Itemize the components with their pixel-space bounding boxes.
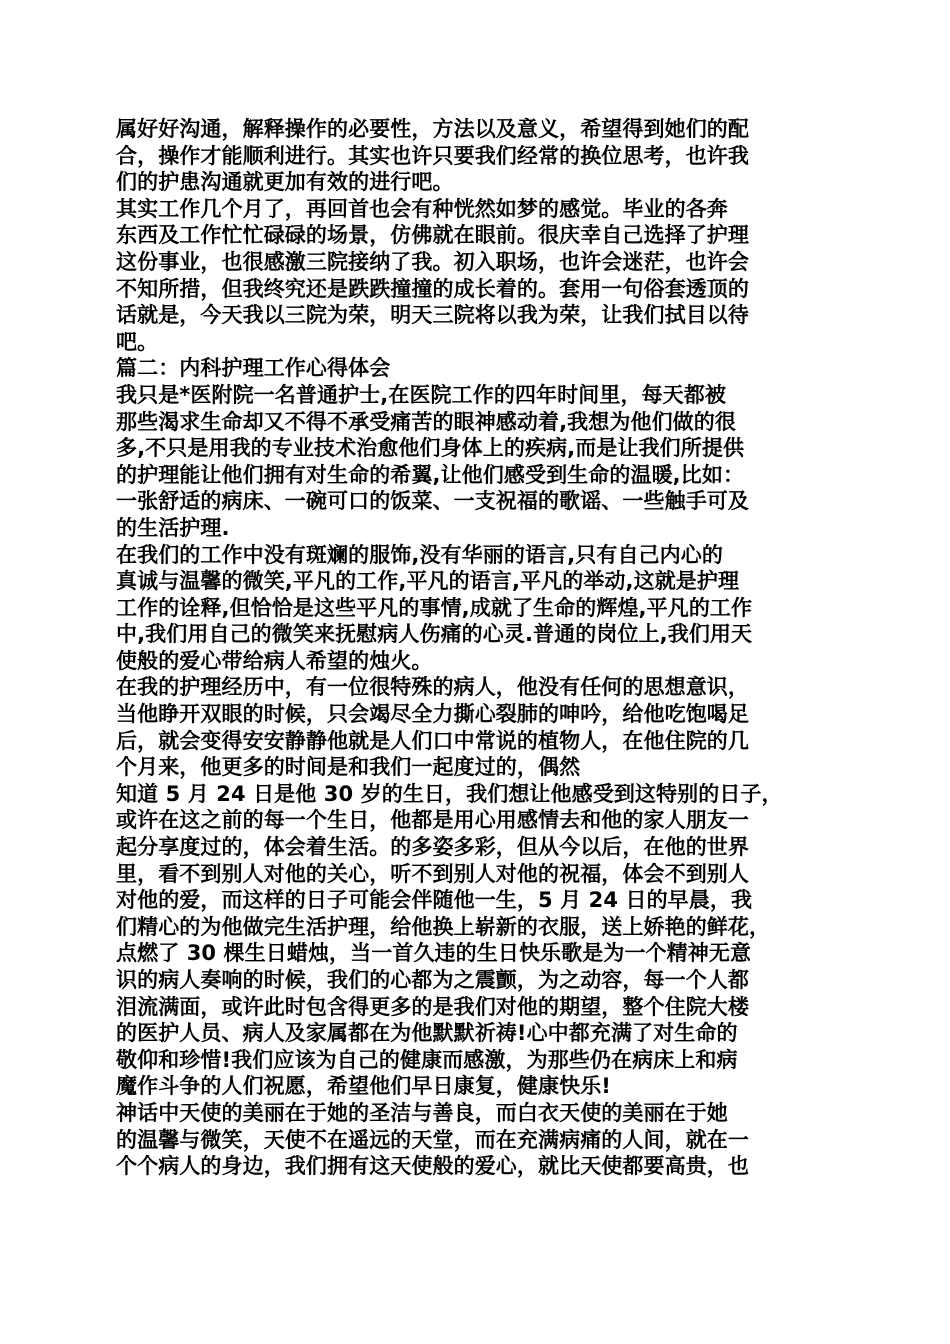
- text-line: 的护理能让他们拥有对生命的希翼,让他们感受到生命的温暖,比如：: [116, 462, 745, 487]
- paragraph-communication: [116, 116, 844, 196]
- text-line: 个月来，他更多的时间是和我们一起度过的，偶然: [116, 755, 581, 780]
- text-line: 属好好沟通，解释操作的必要性，方法以及意义，希望得到她们的配: [116, 117, 749, 141]
- document-page: [116, 116, 844, 1180]
- text-line: 魔作斗争的人们祝愿，希望他们早日康复，健康快乐!: [116, 1074, 611, 1099]
- paragraph-reflection: [116, 196, 844, 356]
- text-line: 后，就会变得安安静静他就是人们口中常说的植物人，在他住院的几: [116, 728, 749, 753]
- text-line: 个个病人的身边，我们拥有这天使般的爱心，就比天使都要高贵，也: [116, 1154, 749, 1179]
- text-line: 话就是，今天我以三院为荣，明天三院将以我为荣，让我们拭目以待: [116, 303, 749, 328]
- text-line: 真诚与温馨的微笑,平凡的工作,平凡的语言,平凡的举动,这就是护理: [116, 569, 740, 594]
- text-line: 使般的爱心带给病人希望的烛火。: [116, 648, 433, 673]
- text-line: 多,不只是用我的专业技术治愈他们身体上的疾病,而是让我们所提供: [116, 436, 745, 461]
- text-line: 的温馨与微笑，天使不在遥远的天堂，而在充满病痛的人间，就在一: [116, 1127, 749, 1152]
- text-line: 那些渴求生命却又不得不承受痛苦的眼神感动着,我想为他们做的很: [116, 409, 736, 434]
- text-line: 在我们的工作中没有斑斓的服饰,没有华丽的语言,只有自己内心的: [116, 542, 723, 567]
- text-line: 对他的爱，而这样的日子可能会伴随他一生，5 月 24 日的早晨，我: [116, 888, 753, 913]
- text-line: 里，看不到别人对他的关心，听不到别人对他的祝福，体会不到别人: [116, 861, 749, 886]
- text-line: 神话中天使的美丽在于她的圣洁与善良，而白衣天使的美丽在于她: [116, 1100, 728, 1125]
- text-line: 在我的护理经历中，有一位很特殊的病人，他没有任何的思想意识，: [116, 675, 749, 700]
- text-line: 们精心的为他做完生活护理，给他换上崭新的衣服，送上娇艳的鲜花，: [116, 914, 771, 939]
- paragraph-ordinary-work: [116, 542, 844, 675]
- heading-line: 篇二：内科护理工作心得体会: [116, 356, 391, 381]
- text-line: 或许在这之前的每一个生日，他都是用心用感情去和他的家人朋友一: [116, 808, 749, 833]
- text-line: 们的护患沟通就更加有效的进行吧。: [116, 170, 454, 195]
- text-line: 工作的诠释,但恰恰是这些平凡的事情,成就了生命的辉煌,平凡的工作: [116, 595, 753, 620]
- text-line: 合，操作才能顺利进行。其实也许只要我们经常的换位思考，也许我: [116, 143, 749, 168]
- paragraph-nurse-intro: [116, 382, 844, 542]
- text-line: 当他睁开双眼的时候，只会竭尽全力撕心裂肺的呻吟，给他吃饱喝足: [116, 702, 749, 727]
- text-line: 识的病人奏响的时候，我们的心都为之震颤，为之动容，每一个人都: [116, 968, 749, 992]
- paragraph-angel: [116, 1100, 844, 1180]
- text-line: 我只是*医附院一名普通护士,在医院工作的四年时间里，每天都被: [116, 382, 726, 407]
- text-line: 的生活护理.: [116, 515, 230, 540]
- text-line: 中,我们用自己的微笑来抚慰病人伤痛的心灵.普通的岗位上,我们用天: [116, 622, 753, 647]
- text-line: 吧。: [116, 329, 159, 354]
- text-line: 泪流满面，或许此时包含得更多的是我们对他的期望，整个住院大楼: [116, 994, 749, 1019]
- text-line: 一张舒适的病床、一碗可口的饭菜、一支祝福的歌谣、一些触手可及: [116, 489, 749, 514]
- text-line: 起分享度过的，体会着生活。的多姿多彩，但从今以后，在他的世界: [116, 835, 749, 860]
- text-line: 其实工作几个月了，再回首也会有种恍然如梦的感觉。毕业的各奔: [116, 196, 728, 221]
- text-line: 这份事业，也很感激三院接纳了我。初入职场，也许会迷茫，也许会: [116, 249, 749, 274]
- text-line: 的医护人员、病人及家属都在为他默默祈祷!心中都充满了对生命的: [116, 1021, 738, 1046]
- text-line: 敬仰和珍惜!我们应该为自己的健康而感激，为那些仍在病床上和病: [116, 1047, 738, 1072]
- text-line: 点燃了 30 棵生日蜡烛，当一首久违的生日快乐歌是为一个精神无意: [116, 941, 752, 966]
- text-line: 不知所措，但我终究还是跌跌撞撞的成长着的。套用一句俗套透顶的: [116, 276, 749, 301]
- text-line: 知道 5 月 24 日是他 30 岁的生日，我们想让他感受到这特别的日子，: [116, 781, 783, 806]
- paragraph-special-patient: [116, 674, 844, 1100]
- section-heading: [116, 355, 844, 382]
- text-line: 东西及工作忙忙碌碌的场景，仿佛就在眼前。很庆幸自己选择了护理: [116, 223, 749, 248]
